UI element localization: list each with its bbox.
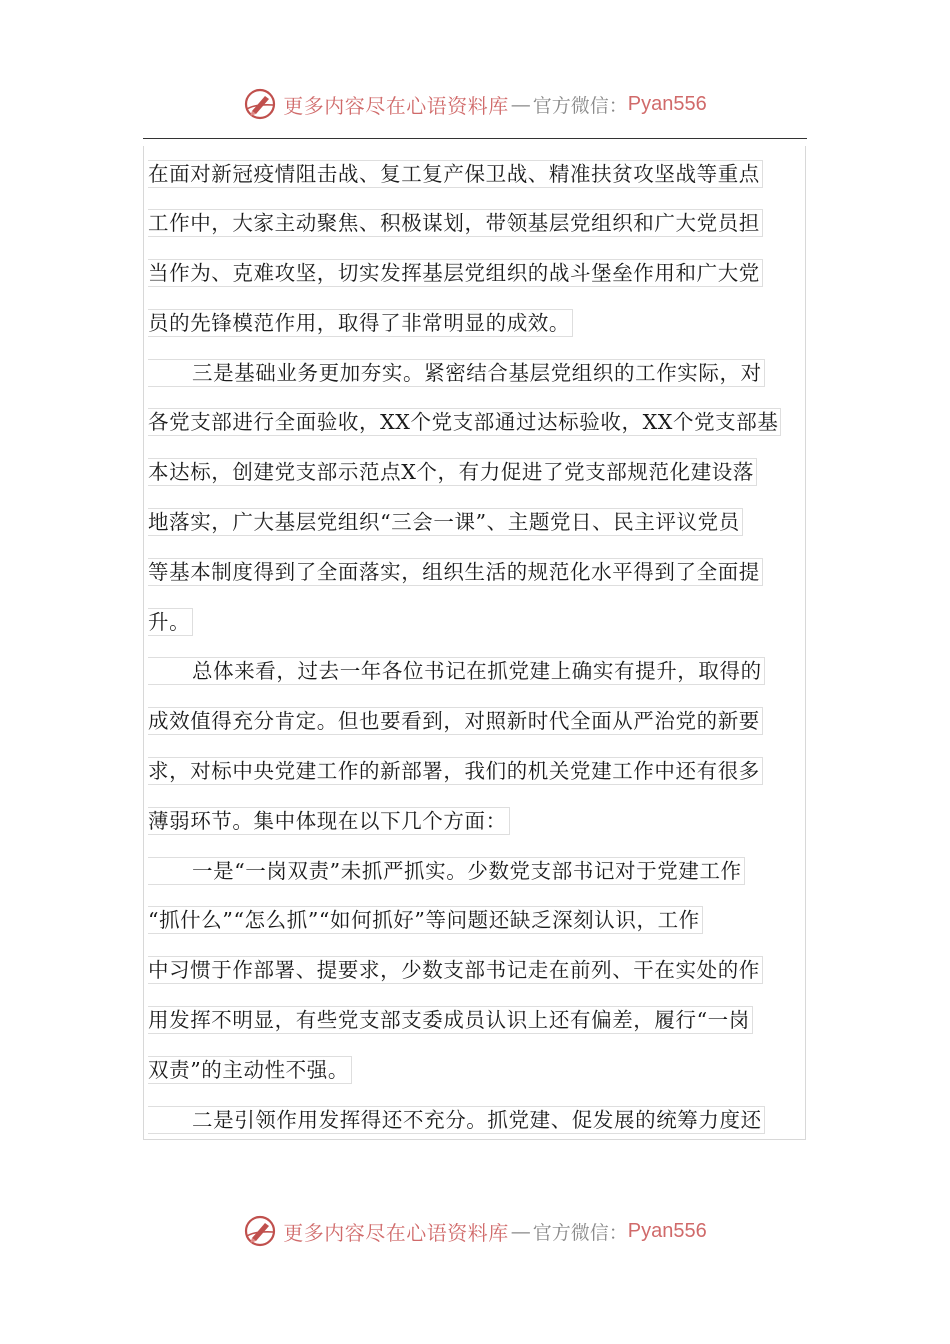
text-line-content: “抓什么”“怎么抓”“如何抓好”等问题还缺乏深刻认识，工作 (148, 906, 703, 934)
header-wechat-label: 官方微信： (532, 94, 628, 117)
text-line-content: 总体来看，过去一年各位书记在抓党建上确实有提升，取得的 (148, 657, 765, 685)
header-brand-text: 更多内容尽在心语资料库 (283, 93, 509, 118)
text-line (146, 148, 806, 198)
pen-logo-icon (243, 87, 277, 121)
text-line-content: 工作中，大家主动聚焦、积极谋划，带领基层党组织和广大党员担 (148, 209, 763, 237)
footer-wechat-id: Pyan556 (627, 1219, 707, 1242)
text-line (146, 297, 806, 347)
text-line-content: 求，对标中央党建工作的新部署，我们的机关党建工作中还有很多 (148, 757, 763, 785)
text-line (146, 546, 806, 596)
text-line-content: 用发挥不明显，有些党支部支委成员认识上还有偏差，履行“一岗 (148, 1006, 753, 1034)
text-line (146, 795, 806, 845)
text-line (146, 347, 806, 397)
pen-logo-icon (243, 1214, 277, 1248)
footer-dash: — (510, 1219, 531, 1243)
text-line-content: 升。 (148, 608, 193, 636)
footer-brand-text: 更多内容尽在心语资料库 (283, 1220, 509, 1245)
text-line (146, 397, 806, 447)
text-line (146, 945, 806, 995)
header-divider (143, 138, 807, 139)
header-wechat-id: Pyan556 (627, 92, 707, 115)
text-line (146, 497, 806, 547)
text-line-content: 在面对新冠疫情阻击战、复工复产保卫战、精准扶贫攻坚战等重点 (148, 160, 763, 188)
text-line-content: 一是“一岗双责”未抓严抓实。少数党支部书记对于党建工作 (148, 857, 745, 885)
header-dash: — (510, 92, 531, 116)
text-line (146, 746, 806, 796)
text-line-content: 当作为、克难攻坚，切实发挥基层党组织的战斗堡垒作用和广大党 (148, 259, 763, 287)
text-line-content: 二是引领作用发挥得还不充分。抓党建、促发展的统筹力度还 (148, 1106, 765, 1134)
text-line (146, 995, 806, 1045)
text-line (146, 198, 806, 248)
text-line-content: 双责”的主动性不强。 (148, 1056, 352, 1084)
text-line (146, 596, 806, 646)
footer-wechat-label: 官方微信： (532, 1221, 628, 1244)
text-line (146, 1044, 806, 1094)
document-body (146, 148, 806, 1144)
text-line-content: 等基本制度得到了全面落实，组织生活的规范化水平得到了全面提 (148, 558, 763, 586)
text-line (146, 696, 806, 746)
text-line (146, 895, 806, 945)
text-line (146, 845, 806, 895)
text-line-content: 中习惯于作部署、提要求，少数支部书记走在前列、干在实处的作 (148, 956, 763, 984)
text-line-content: 成效值得充分肯定。但也要看到，对照新时代全面从严治党的新要 (148, 707, 763, 735)
text-line-content: 地落实，广大基层党组织“三会一课”、主题党日、民主评议党员 (148, 508, 743, 536)
text-line-content: 各党支部进行全面验收，XX个党支部通过达标验收，XX个党支部基 (148, 408, 781, 436)
text-line-content: 三是基础业务更加夯实。紧密结合基层党组织的工作实际，对 (148, 359, 765, 387)
text-line-content: 薄弱环节。集中体现在以下几个方面： (148, 807, 510, 835)
text-line (146, 447, 806, 497)
footer-banner (0, 1211, 950, 1251)
text-line-content: 员的先锋模范作用，取得了非常明显的成效。 (148, 309, 573, 337)
text-line (146, 248, 806, 298)
text-line (146, 1094, 806, 1144)
text-line (146, 646, 806, 696)
header-banner (0, 84, 950, 124)
text-line-content: 本达标，创建党支部示范点X个，有力促进了党支部规范化建设落 (148, 458, 757, 486)
